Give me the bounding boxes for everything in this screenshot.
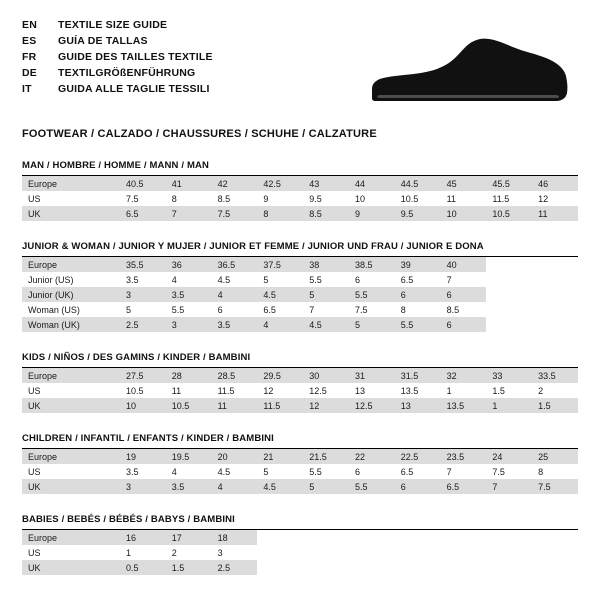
language-row <box>22 50 213 65</box>
size-cell: 31 <box>349 368 395 383</box>
table-row <box>22 383 578 398</box>
table-row <box>22 302 578 317</box>
row-label: Junior (UK) <box>22 287 120 302</box>
size-cell: 5 <box>303 287 349 302</box>
size-cell: 4 <box>212 287 258 302</box>
row-label: Woman (US) <box>22 302 120 317</box>
size-cell: 38.5 <box>349 257 395 272</box>
size-table <box>22 449 578 494</box>
size-cell: 6 <box>441 317 487 332</box>
size-cell: 41 <box>166 176 212 191</box>
size-cell: 11.5 <box>212 383 258 398</box>
size-cell <box>532 302 578 317</box>
row-label: Europe <box>22 176 120 191</box>
size-cell: 5.5 <box>166 302 212 317</box>
size-cell: 10 <box>441 206 487 221</box>
size-cell <box>303 545 349 560</box>
size-section <box>22 514 578 575</box>
size-cell: 7.5 <box>349 302 395 317</box>
size-cell: 13 <box>395 398 441 413</box>
size-cell: 5 <box>257 464 303 479</box>
row-label: Junior (US) <box>22 272 120 287</box>
row-label: US <box>22 383 120 398</box>
size-cell: 16 <box>120 530 166 545</box>
size-cell: 6 <box>395 479 441 494</box>
size-cell: 5 <box>257 272 303 287</box>
size-cell: 5.5 <box>303 464 349 479</box>
size-cell: 11 <box>441 191 487 206</box>
table-row <box>22 368 578 383</box>
size-cell: 10 <box>349 191 395 206</box>
size-cell: 3.5 <box>212 317 258 332</box>
size-cell: 10 <box>120 398 166 413</box>
size-cell: 8 <box>395 302 441 317</box>
size-cell: 25 <box>532 449 578 464</box>
size-cell <box>532 257 578 272</box>
size-cell: 6 <box>441 287 487 302</box>
size-cell: 12.5 <box>349 398 395 413</box>
language-label: GUÍA DE TALLAS <box>58 35 148 47</box>
language-list <box>22 18 213 97</box>
row-label: US <box>22 464 120 479</box>
language-code: IT <box>22 83 32 95</box>
language-row <box>22 82 213 97</box>
size-cell: 28.5 <box>212 368 258 383</box>
size-section <box>22 160 578 221</box>
row-label: US <box>22 545 120 560</box>
row-label: Europe <box>22 449 120 464</box>
language-label: TEXTILGRÖßENFÜHRUNG <box>58 67 196 79</box>
size-cell: 12 <box>303 398 349 413</box>
size-cell: 33.5 <box>532 368 578 383</box>
size-cell <box>441 560 487 575</box>
size-cell <box>303 560 349 575</box>
row-label: Europe <box>22 257 120 272</box>
size-cell: 42 <box>212 176 258 191</box>
size-cell: 4.5 <box>257 479 303 494</box>
size-cell: 1 <box>120 545 166 560</box>
size-cell: 24 <box>486 449 532 464</box>
size-table <box>22 257 578 332</box>
size-cell: 8 <box>257 206 303 221</box>
size-cell: 1.5 <box>486 383 532 398</box>
size-cell <box>257 560 303 575</box>
size-cell: 5.5 <box>349 287 395 302</box>
size-cell: 44.5 <box>395 176 441 191</box>
table-row <box>22 479 578 494</box>
table-row <box>22 287 578 302</box>
size-cell: 5.5 <box>395 317 441 332</box>
size-cell: 31.5 <box>395 368 441 383</box>
section-title: CHILDREN / INFANTIL / ENFANTS / KINDER / BAMBINI <box>22 433 578 449</box>
size-cell: 4 <box>166 272 212 287</box>
size-cell: 11 <box>166 383 212 398</box>
size-cell <box>395 530 441 545</box>
section-title: KIDS / NIÑOS / DES GAMINS / KINDER / BAMBINI <box>22 352 578 368</box>
size-cell: 5.5 <box>349 479 395 494</box>
size-cell: 3.5 <box>120 464 166 479</box>
table-row <box>22 464 578 479</box>
size-cell: 12.5 <box>303 383 349 398</box>
row-label: Woman (UK) <box>22 317 120 332</box>
size-cell: 45 <box>441 176 487 191</box>
size-cell: 4.5 <box>212 272 258 287</box>
size-cell <box>486 530 532 545</box>
size-cell: 11.5 <box>486 191 532 206</box>
size-cell: 9.5 <box>303 191 349 206</box>
table-row <box>22 530 578 545</box>
size-cell: 10.5 <box>486 206 532 221</box>
row-label: Europe <box>22 368 120 383</box>
size-cell <box>486 302 532 317</box>
size-cell <box>486 272 532 287</box>
size-section <box>22 433 578 494</box>
size-cell <box>532 287 578 302</box>
size-cell: 13.5 <box>395 383 441 398</box>
size-cell: 21 <box>257 449 303 464</box>
table-row <box>22 317 578 332</box>
size-cell: 11.5 <box>257 398 303 413</box>
size-cell: 36.5 <box>212 257 258 272</box>
dress-shoe-icon <box>370 32 570 110</box>
size-cell: 1 <box>486 398 532 413</box>
size-cell: 6 <box>212 302 258 317</box>
size-cell: 10.5 <box>166 398 212 413</box>
size-cell: 12 <box>257 383 303 398</box>
size-cell: 6.5 <box>395 464 441 479</box>
size-cell <box>257 545 303 560</box>
size-cell: 36 <box>166 257 212 272</box>
section-title: JUNIOR & WOMAN / JUNIOR Y MUJER / JUNIOR ET FEMME / JUNIOR UND FRAU / JUNIOR E DONA <box>22 241 578 257</box>
size-cell: 23.5 <box>441 449 487 464</box>
size-cell: 4 <box>257 317 303 332</box>
size-cell: 4.5 <box>303 317 349 332</box>
table-row <box>22 560 578 575</box>
language-row <box>22 34 213 49</box>
size-cell: 12 <box>532 191 578 206</box>
size-cell: 19.5 <box>166 449 212 464</box>
size-cell: 10.5 <box>120 383 166 398</box>
language-label: GUIDA ALLE TAGLIE TESSILI <box>58 83 210 95</box>
size-cell: 38 <box>303 257 349 272</box>
size-cell: 3 <box>212 545 258 560</box>
size-cell: 1.5 <box>166 560 212 575</box>
size-cell <box>486 560 532 575</box>
size-cell: 7 <box>441 272 487 287</box>
page-title: FOOTWEAR / CALZADO / CHAUSSURES / SCHUHE / CALZATURE <box>22 128 377 140</box>
size-cell: 6.5 <box>395 272 441 287</box>
size-table <box>22 176 578 221</box>
size-cell: 3.5 <box>166 287 212 302</box>
row-label: Europe <box>22 530 120 545</box>
size-cell <box>486 257 532 272</box>
size-cell: 8.5 <box>303 206 349 221</box>
size-cell: 1 <box>441 383 487 398</box>
size-cell <box>395 560 441 575</box>
language-code: DE <box>22 67 37 79</box>
size-cell <box>441 530 487 545</box>
table-row <box>22 206 578 221</box>
language-row <box>22 66 213 81</box>
size-table <box>22 530 578 575</box>
size-cell: 29.5 <box>257 368 303 383</box>
size-cell: 2 <box>532 383 578 398</box>
size-cell: 6.5 <box>441 479 487 494</box>
size-cell: 7 <box>441 464 487 479</box>
size-cell: 3 <box>120 287 166 302</box>
size-cell: 33 <box>486 368 532 383</box>
header <box>22 18 578 110</box>
size-table <box>22 368 578 413</box>
size-cell: 7.5 <box>486 464 532 479</box>
size-cell <box>532 560 578 575</box>
row-label: US <box>22 191 120 206</box>
size-cell: 7.5 <box>212 206 258 221</box>
size-cell: 7.5 <box>120 191 166 206</box>
size-cell: 37.5 <box>257 257 303 272</box>
size-cell: 22 <box>349 449 395 464</box>
size-cell: 4 <box>166 464 212 479</box>
size-cell: 1.5 <box>532 398 578 413</box>
size-cell <box>395 545 441 560</box>
row-label: UK <box>22 206 120 221</box>
size-cell <box>349 530 395 545</box>
size-tables <box>22 160 578 575</box>
language-code: EN <box>22 19 37 31</box>
language-label: GUIDE DES TAILLES TEXTILE <box>58 51 213 63</box>
size-cell <box>303 530 349 545</box>
table-row <box>22 176 578 191</box>
size-cell: 3 <box>120 479 166 494</box>
size-cell: 42.5 <box>257 176 303 191</box>
size-cell: 13.5 <box>441 398 487 413</box>
size-cell: 27.5 <box>120 368 166 383</box>
size-cell: 39 <box>395 257 441 272</box>
size-cell: 20 <box>212 449 258 464</box>
size-cell <box>532 317 578 332</box>
size-cell: 11 <box>532 206 578 221</box>
size-cell: 3 <box>166 317 212 332</box>
size-cell <box>441 545 487 560</box>
size-cell: 46 <box>532 176 578 191</box>
size-cell: 2.5 <box>212 560 258 575</box>
table-row <box>22 272 578 287</box>
size-cell: 5 <box>303 479 349 494</box>
size-cell <box>532 545 578 560</box>
size-cell: 6 <box>395 287 441 302</box>
size-cell: 9 <box>257 191 303 206</box>
size-cell: 6.5 <box>120 206 166 221</box>
size-cell: 28 <box>166 368 212 383</box>
size-cell: 40.5 <box>120 176 166 191</box>
size-cell: 4.5 <box>212 464 258 479</box>
row-label: UK <box>22 560 120 575</box>
size-cell: 8 <box>166 191 212 206</box>
table-row <box>22 257 578 272</box>
size-cell: 21.5 <box>303 449 349 464</box>
size-cell: 6 <box>349 272 395 287</box>
size-cell: 44 <box>349 176 395 191</box>
size-cell: 2.5 <box>120 317 166 332</box>
table-row <box>22 449 578 464</box>
size-cell: 5.5 <box>303 272 349 287</box>
size-cell: 22.5 <box>395 449 441 464</box>
size-cell <box>532 272 578 287</box>
size-cell <box>486 287 532 302</box>
size-cell: 11 <box>212 398 258 413</box>
size-cell: 30 <box>303 368 349 383</box>
size-cell: 3.5 <box>120 272 166 287</box>
size-cell <box>486 545 532 560</box>
size-cell: 9 <box>349 206 395 221</box>
row-label: UK <box>22 479 120 494</box>
size-cell: 7.5 <box>532 479 578 494</box>
size-cell <box>349 545 395 560</box>
row-label: UK <box>22 398 120 413</box>
language-row <box>22 18 213 33</box>
size-section <box>22 352 578 413</box>
table-row <box>22 191 578 206</box>
size-cell: 40 <box>441 257 487 272</box>
size-cell: 32 <box>441 368 487 383</box>
language-code: FR <box>22 51 37 63</box>
size-cell: 3.5 <box>166 479 212 494</box>
table-row <box>22 398 578 413</box>
size-cell: 17 <box>166 530 212 545</box>
size-cell: 45.5 <box>486 176 532 191</box>
size-cell <box>532 530 578 545</box>
section-title: BABIES / BEBÉS / BÉBÉS / BABYS / BAMBINI <box>22 514 578 530</box>
size-cell: 2 <box>166 545 212 560</box>
size-cell: 5 <box>349 317 395 332</box>
size-cell: 8.5 <box>212 191 258 206</box>
size-section <box>22 241 578 332</box>
size-cell: 6.5 <box>257 302 303 317</box>
language-code: ES <box>22 35 37 47</box>
size-cell: 8.5 <box>441 302 487 317</box>
size-cell: 7 <box>303 302 349 317</box>
size-cell: 13 <box>349 383 395 398</box>
size-cell: 10.5 <box>395 191 441 206</box>
size-cell: 35.5 <box>120 257 166 272</box>
section-title: MAN / HOMBRE / HOMME / MANN / MAN <box>22 160 578 176</box>
table-row <box>22 545 578 560</box>
size-cell <box>257 530 303 545</box>
size-cell: 4 <box>212 479 258 494</box>
size-cell: 7 <box>486 479 532 494</box>
size-cell: 43 <box>303 176 349 191</box>
size-cell <box>486 317 532 332</box>
size-cell: 5 <box>120 302 166 317</box>
size-cell <box>349 560 395 575</box>
language-label: TEXTILE SIZE GUIDE <box>58 19 168 31</box>
size-cell: 9.5 <box>395 206 441 221</box>
size-cell: 18 <box>212 530 258 545</box>
size-cell: 19 <box>120 449 166 464</box>
size-cell: 0.5 <box>120 560 166 575</box>
size-cell: 7 <box>166 206 212 221</box>
size-cell: 8 <box>532 464 578 479</box>
size-cell: 6 <box>349 464 395 479</box>
size-cell: 4.5 <box>257 287 303 302</box>
